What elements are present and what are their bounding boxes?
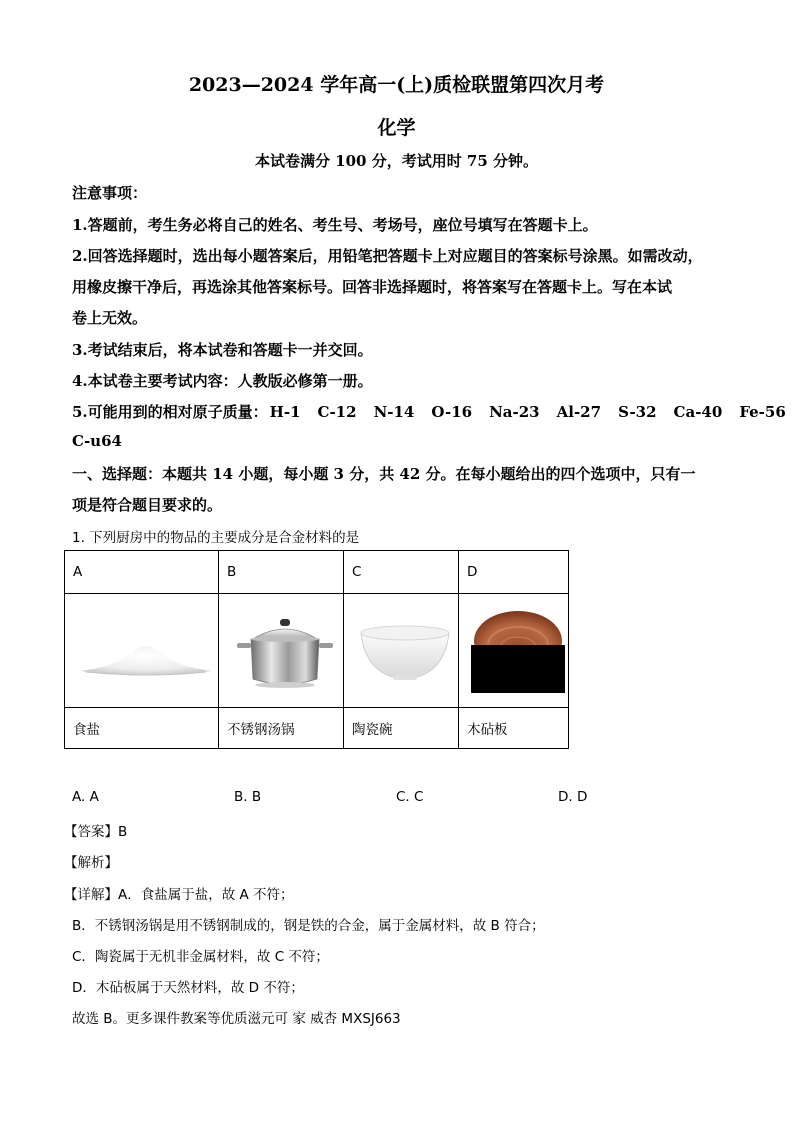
note-5-label: 5.可能用到的相对原子质量： bbox=[72, 403, 268, 421]
exam-title: 2023—2024 学年高一(上)质检联盟第四次月考 bbox=[188, 74, 605, 96]
option-image-a bbox=[65, 594, 219, 708]
detail-line-1: 【详解】A．食盐属于盐，故 A 不符； bbox=[64, 887, 294, 903]
option-header-a: A bbox=[65, 551, 219, 594]
detail-line-2: B．不锈钢汤锅是用不锈钢制成的，钢是铁的合金，属于金属材料，故 B 符合； bbox=[72, 918, 545, 934]
atomic-mass: O-16 bbox=[431, 403, 473, 421]
table-row bbox=[65, 594, 569, 708]
atomic-mass: Ca-40 bbox=[673, 403, 723, 421]
question-stem: 1. 下列厨房中的物品的主要成分是合金材料的是 bbox=[72, 530, 360, 546]
bowl-image bbox=[357, 611, 453, 691]
atomic-mass: C-12 bbox=[317, 403, 357, 421]
exam-info: 本试卷满分 100 分，考试用时 75 分钟。 bbox=[254, 152, 539, 170]
option-image-b bbox=[219, 594, 344, 708]
note-5-continued: C-u64 bbox=[72, 432, 122, 450]
atomic-mass: Al-27 bbox=[556, 403, 602, 421]
section-heading-line-1: 一、选择题：本题共 14 小题，每小题 3 分，共 42 分。在每小题给出的四个选项中，只有一 bbox=[72, 465, 696, 483]
note-2-line-3: 卷上无效。 bbox=[72, 309, 148, 327]
detail-line-4: D．木砧板属于天然材料，故 D 不符； bbox=[72, 980, 304, 996]
cutting-board-image bbox=[471, 609, 565, 693]
choice-a: A. A bbox=[72, 789, 99, 805]
section-heading-line-2: 项是符合题目要求的。 bbox=[72, 496, 223, 514]
option-label-d: 木砧板 bbox=[459, 708, 569, 749]
option-label-b: 不锈钢汤锅 bbox=[219, 708, 344, 749]
atomic-mass: N-14 bbox=[373, 403, 415, 421]
atomic-mass: S-32 bbox=[618, 403, 657, 421]
atomic-mass: Fe-56 bbox=[739, 403, 786, 421]
subject-title: 化学 bbox=[377, 117, 416, 139]
table-row bbox=[65, 551, 569, 594]
note-2-line-1: 2.回答选择题时，选出每小题答案后，用铅笔把答题卡上对应题目的答案标号涂黑。如需改动， bbox=[72, 247, 703, 265]
note-1: 1.答题前，考生务必将自己的姓名、考生号、考场号，座位号填写在答题卡上。 bbox=[72, 216, 598, 234]
salt-pile-image bbox=[76, 611, 216, 691]
option-header-c: C bbox=[344, 551, 459, 594]
option-label-c: 陶瓷碗 bbox=[344, 708, 459, 749]
option-image-d bbox=[459, 594, 569, 708]
answer-line: 【答案】B bbox=[64, 824, 128, 840]
conclusion-line: 故选 B。更多课件教案等优质滋元可 家 威杏 MXSJ663 bbox=[72, 1011, 401, 1027]
detail-line-3: C．陶瓷属于无机非金属材料，故 C 不符； bbox=[72, 949, 329, 965]
table-row bbox=[65, 708, 569, 749]
option-header-d: D bbox=[459, 551, 569, 594]
option-header-b: B bbox=[219, 551, 344, 594]
note-3: 3.考试结束后，将本试卷和答题卡一并交回。 bbox=[72, 341, 373, 359]
options-table bbox=[64, 550, 569, 749]
choice-b: B. B bbox=[234, 789, 262, 805]
analysis-heading: 【解析】 bbox=[64, 855, 118, 871]
atomic-mass: Na-23 bbox=[489, 403, 540, 421]
atomic-mass: H-1 bbox=[269, 403, 301, 421]
notes-heading: 注意事项： bbox=[72, 184, 148, 202]
note-4: 4.本试卷主要考试内容：人教版必修第一册。 bbox=[72, 372, 373, 390]
note-2-line-2: 用橡皮擦干净后，再选涂其他答案标号。回答非选择题时，将答案写在答题卡上。写在本试 bbox=[72, 278, 673, 296]
option-image-c bbox=[344, 594, 459, 708]
pot-image bbox=[233, 609, 337, 693]
option-label-a: 食盐 bbox=[65, 708, 219, 749]
note-5 bbox=[72, 401, 786, 422]
choice-d: D. D bbox=[558, 789, 588, 805]
choice-c: C. C bbox=[396, 789, 424, 805]
